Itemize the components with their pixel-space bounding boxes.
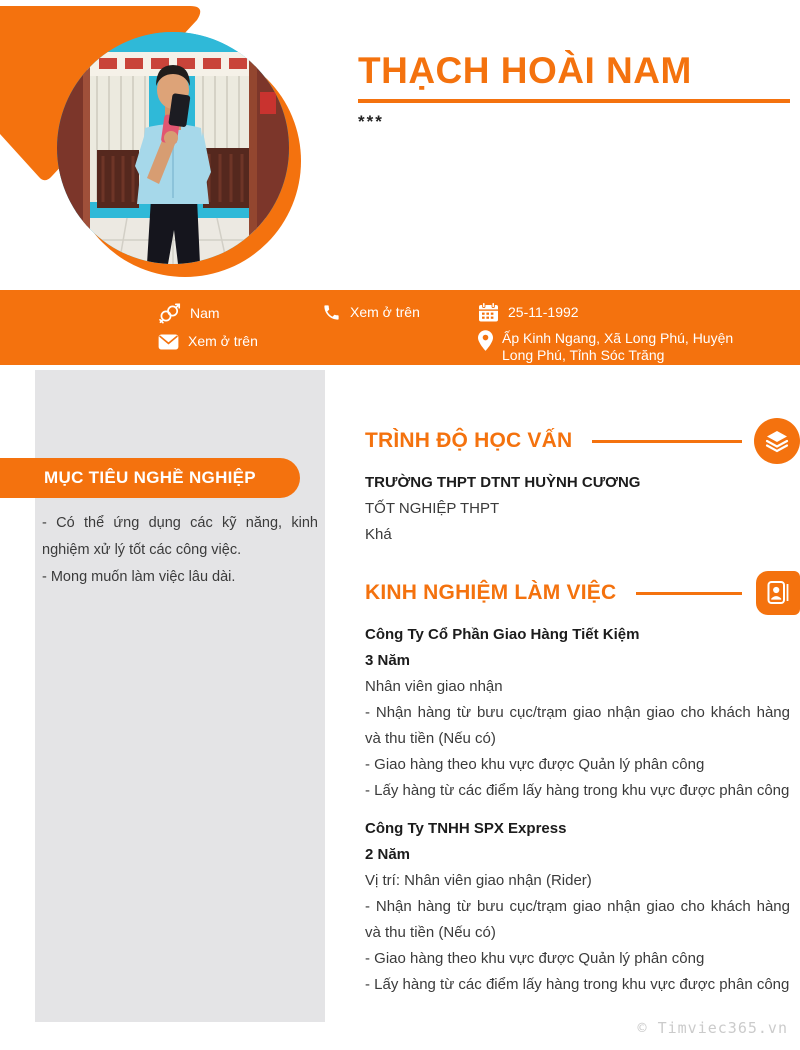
contact-address [478,330,758,364]
contact-email [158,333,258,350]
avatar-illustration [57,32,289,264]
education-header [365,418,790,464]
layers-icon [754,418,800,464]
objective-title: MỤC TIÊU NGHỀ NGHIỆP [44,468,256,487]
watermark: © Timviec365.vn [637,1019,788,1037]
job-detail: - Nhận hàng từ bưu cục/trạm giao nhận giao cho khách hàng và thu tiền (Nếu có) [365,898,790,941]
birthday-value: 25-11-1992 [508,304,579,320]
education-rule [592,440,742,443]
job-company: Công Ty TNHH SPX Express [365,820,567,837]
main-column [365,418,790,998]
experience-rule [636,592,742,595]
education-section [365,418,790,548]
education-title: TRÌNH ĐỘ HỌC VẤN [365,429,573,452]
job-detail: - Giao hàng theo khu vực được Quản lý phân công [365,756,705,773]
id-badge-icon [756,571,800,615]
objective-section-header [0,458,300,498]
email-value: Xem ở trên [188,333,258,349]
experience-section [365,570,790,998]
address-value: Ấp Kinh Ngang, Xã Long Phú, Huyện Long Phú, Tỉnh Sóc Trăng [502,330,734,363]
job-entry [365,816,790,998]
job-detail: - Lấy hàng từ các điểm lấy hàng trong khu vực được phân công [365,976,790,993]
page-title: THẠCH HOÀI NAM [358,50,692,91]
name-underline [358,99,790,103]
location-icon [478,330,493,351]
job-entry [365,622,790,804]
contact-birthday [478,302,579,323]
job-duration: 3 Năm [365,652,411,669]
avatar [57,32,289,264]
job-company: Công Ty Cổ Phần Giao Hàng Tiết Kiệm [365,626,640,643]
objective-line: - Mong muốn làm việc lâu dài. [42,569,236,585]
job-detail: - Nhận hàng từ bưu cục/trạm giao nhận giao cho khách hàng và thu tiền (Nếu có) [365,704,790,747]
calendar-icon [478,302,499,323]
education-body [365,470,790,548]
job-detail: - Lấy hàng từ các điểm lấy hàng trong khu vực được phân công [365,782,790,799]
job-detail: Nhân viên giao nhận [365,678,503,695]
objective-body [42,510,318,591]
name-stars: *** [358,112,384,131]
education-school: TRƯỜNG THPT DTNT HUỲNH CƯƠNG [365,474,641,491]
education-degree: TỐT NGHIỆP THPT [365,500,500,517]
contact-gender [158,303,220,324]
job-detail: Vị trí: Nhân viên giao nhận (Rider) [365,872,592,889]
email-icon [158,334,179,350]
job-detail: - Giao hàng theo khu vực được Quản lý phân công [365,950,705,967]
gender-icon [158,303,181,324]
education-grade: Khá [365,526,392,543]
gender-value: Nam [190,305,220,321]
experience-title: KINH NGHIỆM LÀM VIỆC [365,581,617,604]
experience-header [365,570,790,616]
job-duration: 2 Năm [365,846,411,863]
phone-value: Xem ở trên [350,304,420,320]
contact-phone [322,303,420,322]
contact-bar [0,290,800,365]
phone-icon [322,303,341,322]
objective-line: - Có thể ứng dụng các kỹ năng, kinh nghiệm xử lý tốt các công việc. [42,515,318,558]
